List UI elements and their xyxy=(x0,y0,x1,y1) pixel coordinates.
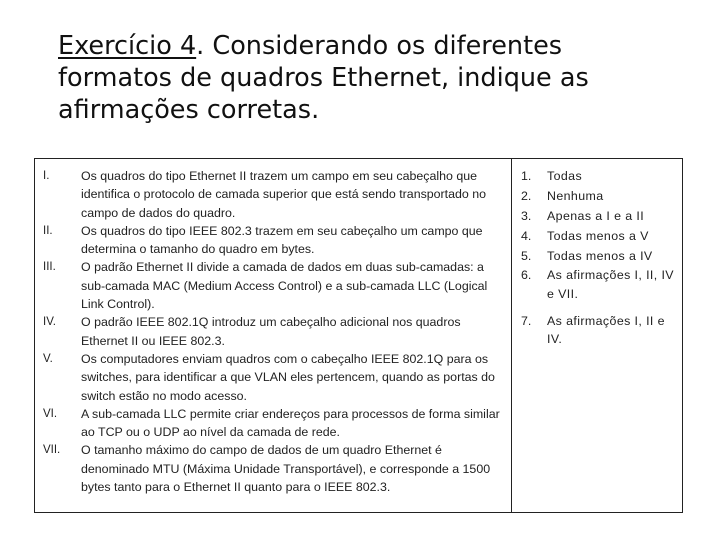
options-box xyxy=(511,158,683,513)
option-item xyxy=(521,266,681,303)
statement-number: IV. xyxy=(43,316,57,329)
statement-number: I. xyxy=(43,170,50,182)
statement-number: V. xyxy=(43,352,53,365)
option-text: Apenas a I e a II xyxy=(547,208,645,223)
option-number: 3. xyxy=(521,208,532,223)
option-number: 6. xyxy=(521,268,532,283)
option-number: 2. xyxy=(521,188,532,203)
option-text: Todas menos a V xyxy=(547,228,649,243)
statement-text: Os quadros do tipo IEEE 802.3 trazem em seu cabeçalho um campo que determina o tamanho do quadro em bytes. xyxy=(81,223,483,257)
exercise-label: Exercício 4 xyxy=(58,31,197,61)
option-item xyxy=(521,167,681,185)
option-text: Todas menos a IV xyxy=(547,248,653,263)
statement-item xyxy=(43,167,507,222)
statements-box xyxy=(34,158,512,513)
statement-text: O padrão Ethernet II divide a camada de dados em duas sub-camadas: a sub-camada MAC (Medium Access Control) e a sub-camada LLC (Logical Link Control). xyxy=(81,260,488,312)
option-item xyxy=(521,207,681,225)
options-list xyxy=(521,167,681,350)
statement-number: VII. xyxy=(43,444,61,457)
option-item xyxy=(521,227,681,245)
exercise-title xyxy=(58,30,678,126)
statement-text: O padrão IEEE 802.1Q introduz um cabeçalho adicional nos quadros Ethernet II ou IEEE 802.3. xyxy=(81,315,461,348)
option-number: 1. xyxy=(521,169,532,183)
statement-text: A sub-camada LLC permite criar endereços para processos de forma similar ao TCP ou o UDP ao nível da camada de rede. xyxy=(81,406,500,440)
option-text: Nenhuma xyxy=(547,188,604,203)
statements-list xyxy=(43,167,507,496)
option-item xyxy=(521,247,681,265)
statement-item xyxy=(43,405,507,442)
option-number: 5. xyxy=(521,248,532,263)
statement-number: III. xyxy=(43,261,56,274)
option-text: Todas xyxy=(547,169,583,183)
statement-text: Os computadores enviam quadros com o cabeçalho IEEE 802.1Q para os switches, para identificar a que VLAN eles pertencem, quando as portas do switch estão no modo acesso. xyxy=(81,351,495,403)
option-number: 4. xyxy=(521,228,532,243)
option-text: As afirmações I, II, IV e VII. xyxy=(547,268,674,301)
statement-number: VI. xyxy=(43,407,58,420)
statement-text: Os quadros do tipo Ethernet II trazem um campo em seu cabeçalho que identifica o protocolo de camada superior que está sendo transportado no campo de dados do quadro. xyxy=(81,169,487,220)
option-item xyxy=(521,312,681,349)
option-number: 7. xyxy=(521,314,532,329)
statement-item xyxy=(43,222,507,259)
statement-number: II. xyxy=(43,224,53,237)
exercise-question: . Considerando os diferentes formatos de quadros Ethernet, indique as afirmações corretas. xyxy=(58,31,589,125)
statement-item xyxy=(43,258,507,313)
option-text: As afirmações I, II e IV. xyxy=(547,314,665,347)
statement-item xyxy=(43,350,507,405)
statement-item xyxy=(43,441,507,496)
option-item xyxy=(521,187,681,205)
statement-text: O tamanho máximo do campo de dados de um quadro Ethernet é denominado MTU (Máxima Unidade Transportável), e corresponde a 1500 bytes tanto para o Ethernet II quanto para o IEEE 802.3. xyxy=(81,443,491,495)
statement-item xyxy=(43,313,507,350)
